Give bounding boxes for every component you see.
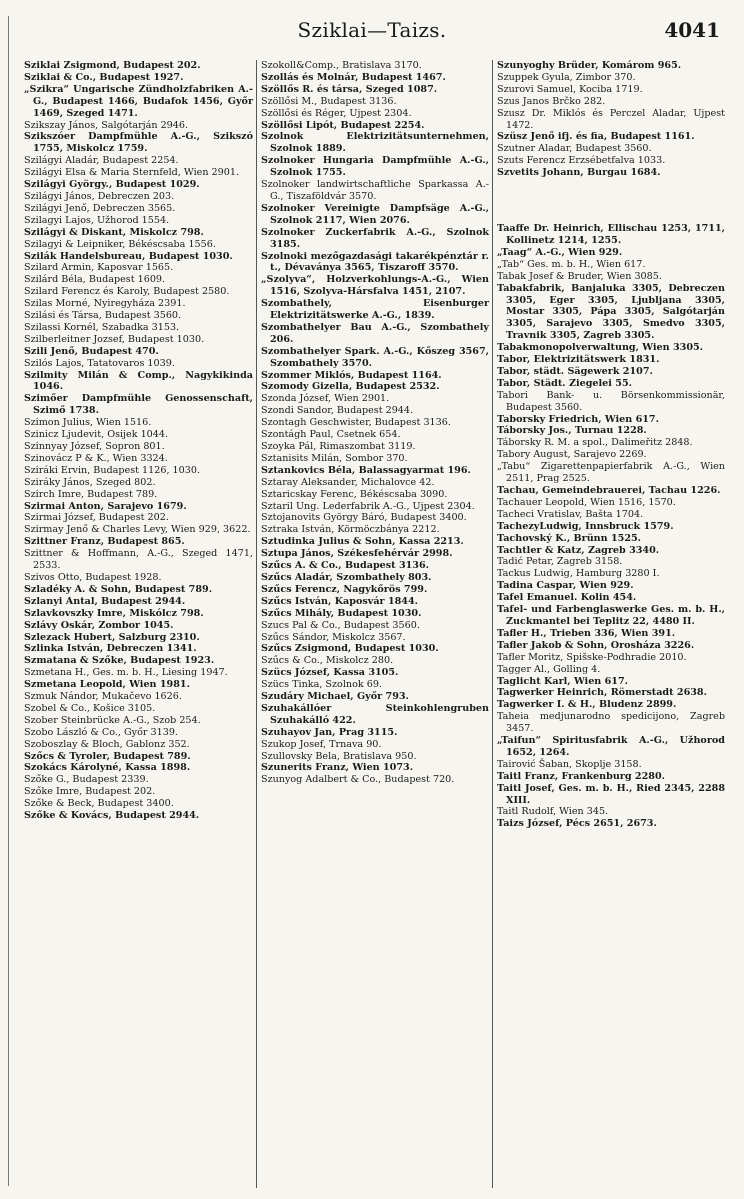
directory-entry: Szőke & Kovács, Budapest 2944.	[24, 810, 200, 822]
page-title: Sziklai—Taizs.	[297, 18, 447, 42]
directory-entry: Szöllős R. és társa, Szeged 1087.	[261, 83, 438, 95]
directory-entry: Szilard Armin, Kaposvar 1565.	[24, 262, 174, 274]
directory-entry: Sziráky János, Szeged 802.	[24, 476, 156, 488]
directory-entry: Szudáry Michael, Győr 793.	[261, 691, 409, 703]
directory-entry: Szirmai Anton, Sarajevo 1679.	[24, 500, 187, 512]
directory-entry: Taheia medjunarodno spedicijono, Zagreb 3457.	[497, 711, 725, 735]
directory-entry: Szilárd Béla, Budapest 1609.	[24, 274, 166, 286]
directory-entry: Tagwerker Heinrich, Römerstadt 2638.	[497, 687, 707, 699]
directory-entry: „Taifun“ Spiritusfabrik A.-G., Užhorod 1652, 1264.	[497, 735, 725, 758]
directory-entry: Szilási és Társa, Budapest 3560.	[24, 310, 182, 322]
directory-entry: Szilágyi János, Debreczen 203.	[24, 190, 175, 202]
directory-entry: Szilágyi György., Budapest 1029.	[24, 179, 200, 191]
directory-entry: Taglicht Karl, Wien 617.	[497, 675, 628, 687]
directory-entry: Szimőer Dampfmühle Genossenschaft, Szimő 1738.	[24, 393, 253, 417]
directory-entry: Szilágyi Aladár, Budapest 2254.	[24, 155, 179, 167]
directory-entry: Tafel- und Farbenglaswerke Ges. m. b. H., Zuckmantel bei Teplitz 22, 4480 II.	[497, 604, 725, 627]
directory-entry: Szolnoker landwirtschaftliche Sparkassa A.-G., Tiszaföldvár 3570.	[261, 179, 489, 202]
directory-entry: Szmetana H., Ges. m. b. H., Liesing 1947.	[24, 667, 228, 679]
directory-entry: Szontagh Geschwister, Budapest 3136.	[261, 417, 451, 429]
directory-entry: Szlinka István, Debreczen 1341.	[24, 643, 197, 655]
directory-entry: Szunyog Adalbert & Co., Budapest 720.	[261, 774, 455, 786]
directory-entry: Tabak Josef & Bruder, Wien 3085.	[497, 270, 662, 282]
directory-entry: Tachtler & Katz, Zagreb 3340.	[497, 544, 660, 556]
directory-entry: Szöllősi Lipót, Budapest 2254.	[261, 119, 425, 131]
directory-entry: Szusz Dr. Miklós és Perczel Aladar, Ujpest 1472.	[497, 107, 725, 131]
directory-entry: Tachauer Leopold, Wien 1516, 1570.	[497, 496, 676, 508]
directory-entry: Szűcs Aladár, Szombathely 803.	[261, 571, 432, 583]
directory-entry: Szöllősi és Réger, Ujpest 2304.	[261, 107, 412, 119]
directory-entry: Szüsz Jenő ifj. és fia, Budapest 1161.	[497, 131, 695, 143]
directory-entry: Szladéky A. & Sohn, Budapest 789.	[24, 583, 213, 595]
directory-entry: TachezyLudwig, Innsbruck 1579.	[497, 520, 674, 532]
directory-entry: Szollás és Molnár, Budapest 1467.	[261, 71, 446, 83]
directory-entry: Szőke Imre, Budapest 202.	[24, 786, 156, 798]
directory-entry: Szolnoker Zuckerfabrik A.-G., Szolnok 3185.	[261, 226, 489, 250]
directory-entry: Szilagyi Lajos, Užhorod 1554.	[24, 214, 170, 226]
directory-entry: Szmuk Nándor, Mukačevo 1626.	[24, 691, 182, 703]
directory-entry: Szombathely, Eisenburger Elektrizitätswerke A.-G., 1839.	[261, 298, 489, 322]
directory-entry: Taitl Rudolf, Wien 345.	[497, 806, 609, 818]
directory-entry: Szolnoki mezőgazdasági takarékpénztár r. t., Dévaványa 3565, Tiszaroff 3570.	[261, 250, 489, 274]
directory-entry: Szuts Ferencz Erzsébetfalva 1033.	[497, 155, 666, 167]
directory-entry: Sztankovics Béla, Balassagyarmat 196.	[261, 464, 471, 476]
directory-entry: Taaffe Dr. Heinrich, Ellischau 1253, 1711, Kollinetz 1214, 1255.	[497, 223, 725, 246]
directory-entry: Szűcs Zsigmond, Budapest 1030.	[261, 643, 439, 655]
directory-entry: „Szikra“ Ungarische Zündholzfabriken A.-G., Budapest 1466, Budafok 1456, Győr 1469, Szeged 1471.	[24, 83, 253, 119]
directory-entry: Szikszay János, Salgótarján 2946.	[24, 119, 189, 131]
directory-entry: „Tab“ Ges. m. b. H., Wien 617.	[497, 258, 646, 270]
directory-entry: Tafler Moritz, Spišske-Podhradie 2010.	[497, 651, 687, 663]
directory-entry: Szűcs A. & Co., Budapest 3136.	[261, 560, 429, 572]
directory-entry: Szokoll&Comp., Bratislava 3170.	[261, 60, 422, 71]
directory-entry: „Szolyva“, Holzverkohlungs-A.-G., Wien 1516, Szolyva-Hársfalva 1451, 2107.	[261, 274, 489, 298]
directory-entry: Szimon Julius, Wien 1516.	[24, 417, 152, 429]
directory-entry: Szmetana Leopold, Wien 1981.	[24, 679, 190, 691]
directory-entry: Szilágyi Jenő, Debreczen 3565.	[24, 202, 176, 214]
directory-entry: Tabori Bank- u. Börsenkommissionär, Budapest 3560.	[497, 389, 725, 413]
directory-entry: Szobel & Co., Košice 3105.	[24, 702, 156, 714]
directory-entry: Sziklai & Co., Budapest 1927.	[24, 71, 184, 83]
directory-entry: Tadić Petar, Zagreb 3158.	[497, 556, 623, 568]
directory-entry: Tafler Jakob & Sohn, Orosháza 3226.	[497, 639, 695, 651]
directory-entry: Szoboszlay & Bloch, Gablonz 352.	[24, 738, 190, 750]
directory-entry: Szilas Morné, Nyiregyháza 2391.	[24, 298, 186, 310]
directory-entry: Tairović Šaban, Skoplje 3158.	[497, 758, 642, 770]
directory-entry: Sztaray Aleksander, Michalovce 42.	[261, 476, 435, 488]
directory-entry: Szinnyay József, Sopron 801.	[24, 441, 165, 452]
directory-entry: Szilagyi & Leipniker, Békéscsaba 1556.	[24, 238, 216, 250]
directory-entry: Szirch Imre, Budapest 789.	[24, 488, 158, 500]
directory-entry: Szittner & Hoffmann, A.-G., Szeged 1471, 2533.	[24, 548, 253, 572]
directory-entry: Szobo László & Co., Győr 3139.	[24, 726, 178, 738]
directory-entry: Szilard Ferencz és Karoly, Budapest 2580.	[24, 286, 230, 298]
directory-entry: Szuppek Gyula, Zimbor 370.	[497, 71, 636, 83]
directory-entry: Tabor, Städt. Ziegelei 55.	[497, 377, 632, 389]
directory-column-1	[20, 60, 256, 1188]
directory-column-2	[256, 60, 492, 1188]
directory-entry: „Taag“ A.-G., Wien 929.	[497, 246, 623, 258]
directory-entry: Tabakfabrik, Banjaluka 3305, Debreczen 3305, Eger 3305, Ljubljana 3305, Mostar 3305, Pápa 3305, Salgótarján 3305, Sarajevo 3305, Smedvo 3305, Travnik 3305, Zagreb 3305.	[497, 282, 725, 342]
directory-entry: Szober Steinbrücke A.-G., Szob 254.	[24, 714, 201, 726]
directory-entry: Szonda József, Wien 2901.	[261, 393, 390, 405]
directory-entry: Szittner Franz, Budapest 865.	[24, 536, 185, 548]
directory-entry: Szűcs Ferencz, Nagykőrös 799.	[261, 583, 428, 595]
directory-entry: Sztudinka Julius & Sohn, Kassa 2213.	[261, 536, 464, 548]
directory-entry: Szullovsky Bela, Bratislava 950.	[261, 750, 417, 762]
directory-entry: Tabory August, Sarajevo 2269.	[497, 449, 647, 461]
directory-entry: Sztaril Ung. Lederfabrik A.-G., Ujpest 2304.	[261, 500, 475, 512]
directory-entry: Szirmai József, Budapest 202.	[24, 512, 169, 524]
directory-entry: Tabakmonopolverwaltung, Wien 3305.	[497, 342, 704, 354]
directory-entry: Tafel Emanuel. Kolin 454.	[497, 592, 637, 604]
directory-entry: Szücs Tinka, Szolnok 69.	[261, 679, 382, 691]
directory-entry: Tacheci Vratislav, Bašta 1704.	[497, 508, 644, 520]
directory-entry: Tachovský K., Brünn 1525.	[497, 532, 642, 544]
directory-entry: Szombathelyer Spark. A.-G., Kőszeg 3567, Szombathely 3570.	[261, 345, 489, 369]
directory-entry: Sztraka István, Körmöczbánya 2212.	[261, 524, 440, 536]
directory-entry: Tachau, Gemeindebrauerei, Tachau 1226.	[497, 485, 721, 496]
directory-entry: Tagger Al., Golling 4.	[497, 663, 601, 675]
directory-entry: Szinovácz P & K., Wien 3324.	[24, 452, 168, 464]
directory-entry: Táborsky R. M. a spol., Dalimeřitz 2848.	[497, 437, 693, 449]
directory-entry: Szilmity Milán & Comp., Nagykikinda 1046.	[24, 369, 253, 393]
directory-column-3	[492, 60, 728, 1188]
directory-entry: Tagwerker I. & H., Bludenz 2899.	[497, 699, 677, 711]
directory-entry: Sztojanovits György Báró, Budapest 3400.	[261, 512, 467, 524]
directory-entry: Taitl Franz, Frankenburg 2280.	[497, 770, 665, 782]
directory-entry: Szukop Josef, Trnava 90.	[261, 738, 382, 750]
directory-entry: Taborsky Friedrich, Wien 617.	[497, 413, 659, 425]
directory-entry: Szontágh Paul, Csetnek 654.	[261, 429, 401, 441]
directory-entry: Szvetits Johann, Burgau 1684.	[497, 167, 661, 179]
directory-entry: Szili Jenő, Budapest 470.	[24, 345, 159, 357]
directory-entry: Szuhakállóer Steinkohlengruben Szuhakálló 422.	[261, 702, 489, 726]
directory-entry: Szokács Károlyné, Kassa 1898.	[24, 762, 191, 774]
directory-entry: Szilassi Kornél, Szabadka 3153.	[24, 321, 180, 333]
page-header	[0, 14, 744, 44]
directory-entry: Sztupa János, Székesfehérvár 2998.	[261, 548, 453, 560]
directory-entry: Sziklai Zsigmond, Budapest 202.	[24, 60, 201, 71]
directory-entry: Szirmay Jenő & Charles Levy, Wien 929, 3622.	[24, 524, 251, 536]
directory-entry: Szőke G., Budapest 2339.	[24, 774, 149, 786]
directory-entry: Szolnoker Hungaria Dampfmühle A.-G., Szolnok 1755.	[261, 155, 489, 179]
directory-entry: Szucs Pal & Co., Budapest 3560.	[261, 619, 420, 631]
directory-entry: Szűcs Mihály, Budapest 1030.	[261, 607, 422, 619]
directory-entry: Szlavkovszky Imre, Miskólcz 798.	[24, 607, 204, 619]
directory-entry: Szilós Lajos, Tatatovaros 1039.	[24, 357, 175, 369]
directory-entry: Szinicz Ljudevit, Osijek 1044.	[24, 429, 169, 441]
directory-columns	[20, 60, 728, 1188]
directory-entry: Tackus Ludwig, Hamburg 3280 I.	[497, 568, 660, 580]
directory-entry: Szutner Aladar, Budapest 3560.	[497, 143, 652, 155]
directory-entry: Szilágyi Elsa & Maria Sternfeld, Wien 2901.	[24, 167, 240, 179]
section-spacer	[497, 195, 725, 207]
directory-entry: Szlezack Hubert, Salzburg 2310.	[24, 631, 200, 643]
directory-entry: Szlávy Oskár, Zombor 1045.	[24, 619, 174, 631]
directory-entry: Szöllősi M., Budapest 3136.	[261, 95, 397, 107]
directory-entry: Szunerits Franz, Wien 1073.	[261, 762, 414, 774]
directory-entry: Szűcs István, Kaposvár 1844.	[261, 595, 418, 607]
directory-entry: Táborsky Jos., Turnau 1228.	[497, 425, 647, 437]
margin-rule	[8, 16, 9, 1186]
directory-entry: Taitl Josef, Ges. m. b. H., Ried 2345, 2288 XIII.	[497, 782, 725, 806]
directory-entry: Szűcs Sándor, Miskolcz 3567.	[261, 631, 406, 643]
directory-entry: Szilák Handelsbureau, Budapest 1030.	[24, 250, 233, 262]
directory-entry: Szőke & Beck, Budapest 3400.	[24, 798, 174, 810]
directory-entry: Szlanyi Antal, Budapest 2944.	[24, 595, 186, 607]
directory-entry: Szivos Otto, Budapest 1928.	[24, 571, 162, 583]
page-number: 4041	[664, 18, 720, 42]
directory-entry: Szus Janos Brčko 282.	[497, 95, 606, 107]
directory-entry: Szűcs & Co., Miskolcz 280.	[261, 655, 394, 667]
directory-entry: Szoyka Pál, Rimaszombat 3119.	[261, 441, 416, 452]
directory-entry: Szolnoker Vereinigte Dampfsäge A.-G., Szolnok 2117, Wien 2076.	[261, 202, 489, 226]
directory-entry: Sztaricskay Ferenc, Békéscsaba 3090.	[261, 488, 448, 500]
directory-entry: Szurovi Samuel, Kociba 1719.	[497, 83, 643, 95]
directory-entry: Szilágyi & Diskant, Miskolcz 798.	[24, 226, 204, 238]
directory-entry: Szommer Miklós, Budapest 1164.	[261, 369, 442, 381]
directory-entry: Tabor, städt. Sägewerk 2107.	[497, 365, 653, 377]
directory-entry: Szikszóer Dampfmühle A.-G., Szikszó 1755, Miskolcz 1759.	[24, 131, 253, 155]
directory-entry: Szilberleitner Jozsef, Budapest 1030.	[24, 333, 205, 345]
directory-entry: „Tabu“ Zigarettenpapierfabrik A.-G., Wien 2511, Prag 2525.	[497, 461, 725, 485]
directory-entry: Szmatana & Szőke, Budapest 1923.	[24, 655, 215, 667]
directory-entry: Taizs József, Pécs 2651, 2673.	[497, 818, 657, 830]
directory-entry: Szücs József, Kassa 3105.	[261, 667, 399, 679]
directory-entry: Sztanisits Milán, Sombor 370.	[261, 452, 408, 464]
directory-entry: Szomody Gizella, Budapest 2532.	[261, 381, 440, 393]
directory-entry: Sziráki Ervin, Budapest 1126, 1030.	[24, 464, 201, 476]
directory-entry: Tabor, Elektrizitätswerk 1831.	[497, 354, 660, 366]
directory-entry: Szuhayov Jan, Prag 3115.	[261, 726, 398, 738]
directory-entry: Szondi Sandor, Budapest 2944.	[261, 405, 414, 417]
directory-entry: Szunyoghy Brüder, Komárom 965.	[497, 60, 682, 71]
directory-entry: Szombathelyer Bau A.-G., Szombathely 206.	[261, 321, 489, 345]
directory-entry: Tafler H., Trieben 336, Wien 391.	[497, 627, 676, 639]
directory-entry: Szőcs & Tyroler, Budapest 789.	[24, 750, 191, 762]
directory-entry: Szolnok Elektrizitätsunternehmen, Szolnok 1889.	[261, 131, 489, 155]
directory-entry: Tadina Caspar, Wien 929.	[497, 580, 634, 592]
